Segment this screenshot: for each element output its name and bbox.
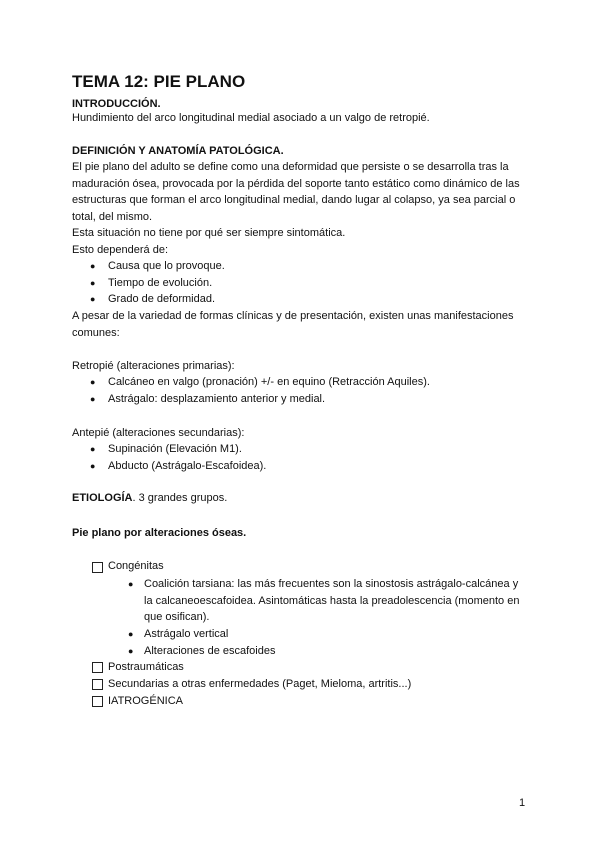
pesar-line-2: comunes: (72, 326, 120, 339)
definicion-line-5: Esta situación no tiene por qué ser siempre sintomática. (72, 227, 346, 239)
antepie-item-1: Supinación (Elevación M1). (108, 443, 242, 455)
bullet-icon: ● (128, 629, 134, 639)
bullet-icon: ● (90, 294, 96, 304)
definicion-line-2: maduración ósea, provocada por la pérdida del soporte tanto estático como dinámico de las (72, 177, 520, 190)
congenitas-item: Congénitas (108, 560, 164, 572)
escafoides-item: Alteraciones de escafoides (144, 644, 276, 657)
definicion-line-1: El pie plano del adulto se define como una deformidad que persiste o se desarrolla tras la (72, 161, 509, 173)
depende-item-1: Causa que lo provoque. (108, 260, 225, 272)
bullet-icon: ● (90, 277, 96, 288)
secundarias-item: Secundarias a otras enfermedades (Paget, Mieloma, artritis...) (108, 678, 412, 690)
definicion-line-6: Esto dependerá de: (72, 243, 169, 256)
checkbox-icon[interactable] (92, 696, 103, 707)
checkbox-icon[interactable] (92, 662, 103, 673)
bullet-icon: ● (90, 261, 96, 271)
bullet-icon: ● (90, 377, 96, 387)
oseas-heading: Pie plano por alteraciones óseas. (72, 527, 247, 539)
page-title: TEMA 12: PIE PLANO (72, 72, 246, 91)
depende-item-3: Grado de deformidad. (108, 293, 216, 305)
definicion-heading: DEFINICIÓN Y ANATOMÍA PATOLÓGICA. (72, 145, 284, 157)
coalicion-line-1: Coalición tarsiana: las más frecuentes son la sinostosis astrágalo-calcánea y (144, 578, 519, 590)
pesar-line-1: A pesar de la variedad de formas clínicas y de presentación, existen unas manifestaciones (72, 310, 514, 322)
bullet-icon: ● (90, 394, 96, 404)
coalicion-line-3: que osifican). (144, 611, 210, 623)
etiologia-heading: ETIOLOGÍA (72, 492, 133, 504)
antepie-item-2: Abducto (Astrágalo-Escafoidea). (108, 460, 267, 472)
etiologia-paragraph (72, 490, 532, 507)
checkbox-icon[interactable] (92, 562, 103, 573)
postraumaticas-item: Postraumáticas (108, 661, 184, 673)
astragalo-vertical-item: Astrágalo vertical (144, 628, 229, 640)
retropie-item-1: Calcáneo en valgo (pronación) +/- en equino (Retracción Aquiles). (108, 376, 430, 388)
antepie-label: Antepié (alteraciones secundarias): (72, 427, 245, 439)
bullet-icon: ● (90, 461, 96, 471)
page-number: 1 (519, 797, 526, 809)
intro-heading: INTRODUCCIÓN. (72, 98, 161, 110)
definicion-line-4: total, del mismo. (72, 210, 153, 223)
iatrogenica-item: IATROGÉNICA (108, 695, 183, 707)
bullet-icon: ● (128, 579, 134, 589)
bullet-icon: ● (128, 645, 134, 656)
retropie-label: Retropié (alteraciones primarias): (72, 360, 235, 372)
checkbox-icon[interactable] (92, 679, 103, 690)
coalicion-line-2: la calcaneoescafoidea. Asintomáticas hasta la preadolescencia (momento en (144, 594, 520, 607)
etiologia-text: . 3 grandes grupos. (132, 492, 228, 504)
bullet-icon: ● (90, 444, 96, 454)
intro-text: Hundimiento del arco longitudinal medial asociado a un valgo de retropié. (72, 112, 430, 124)
definicion-line-3: estructuras que forman el arco longitudinal medial, dando lugar al colapso, ya sea parcial o (72, 194, 516, 206)
depende-item-2: Tiempo de evolución. (108, 276, 213, 289)
retropie-item-2: Astrágalo: desplazamiento anterior y medial. (108, 393, 326, 405)
